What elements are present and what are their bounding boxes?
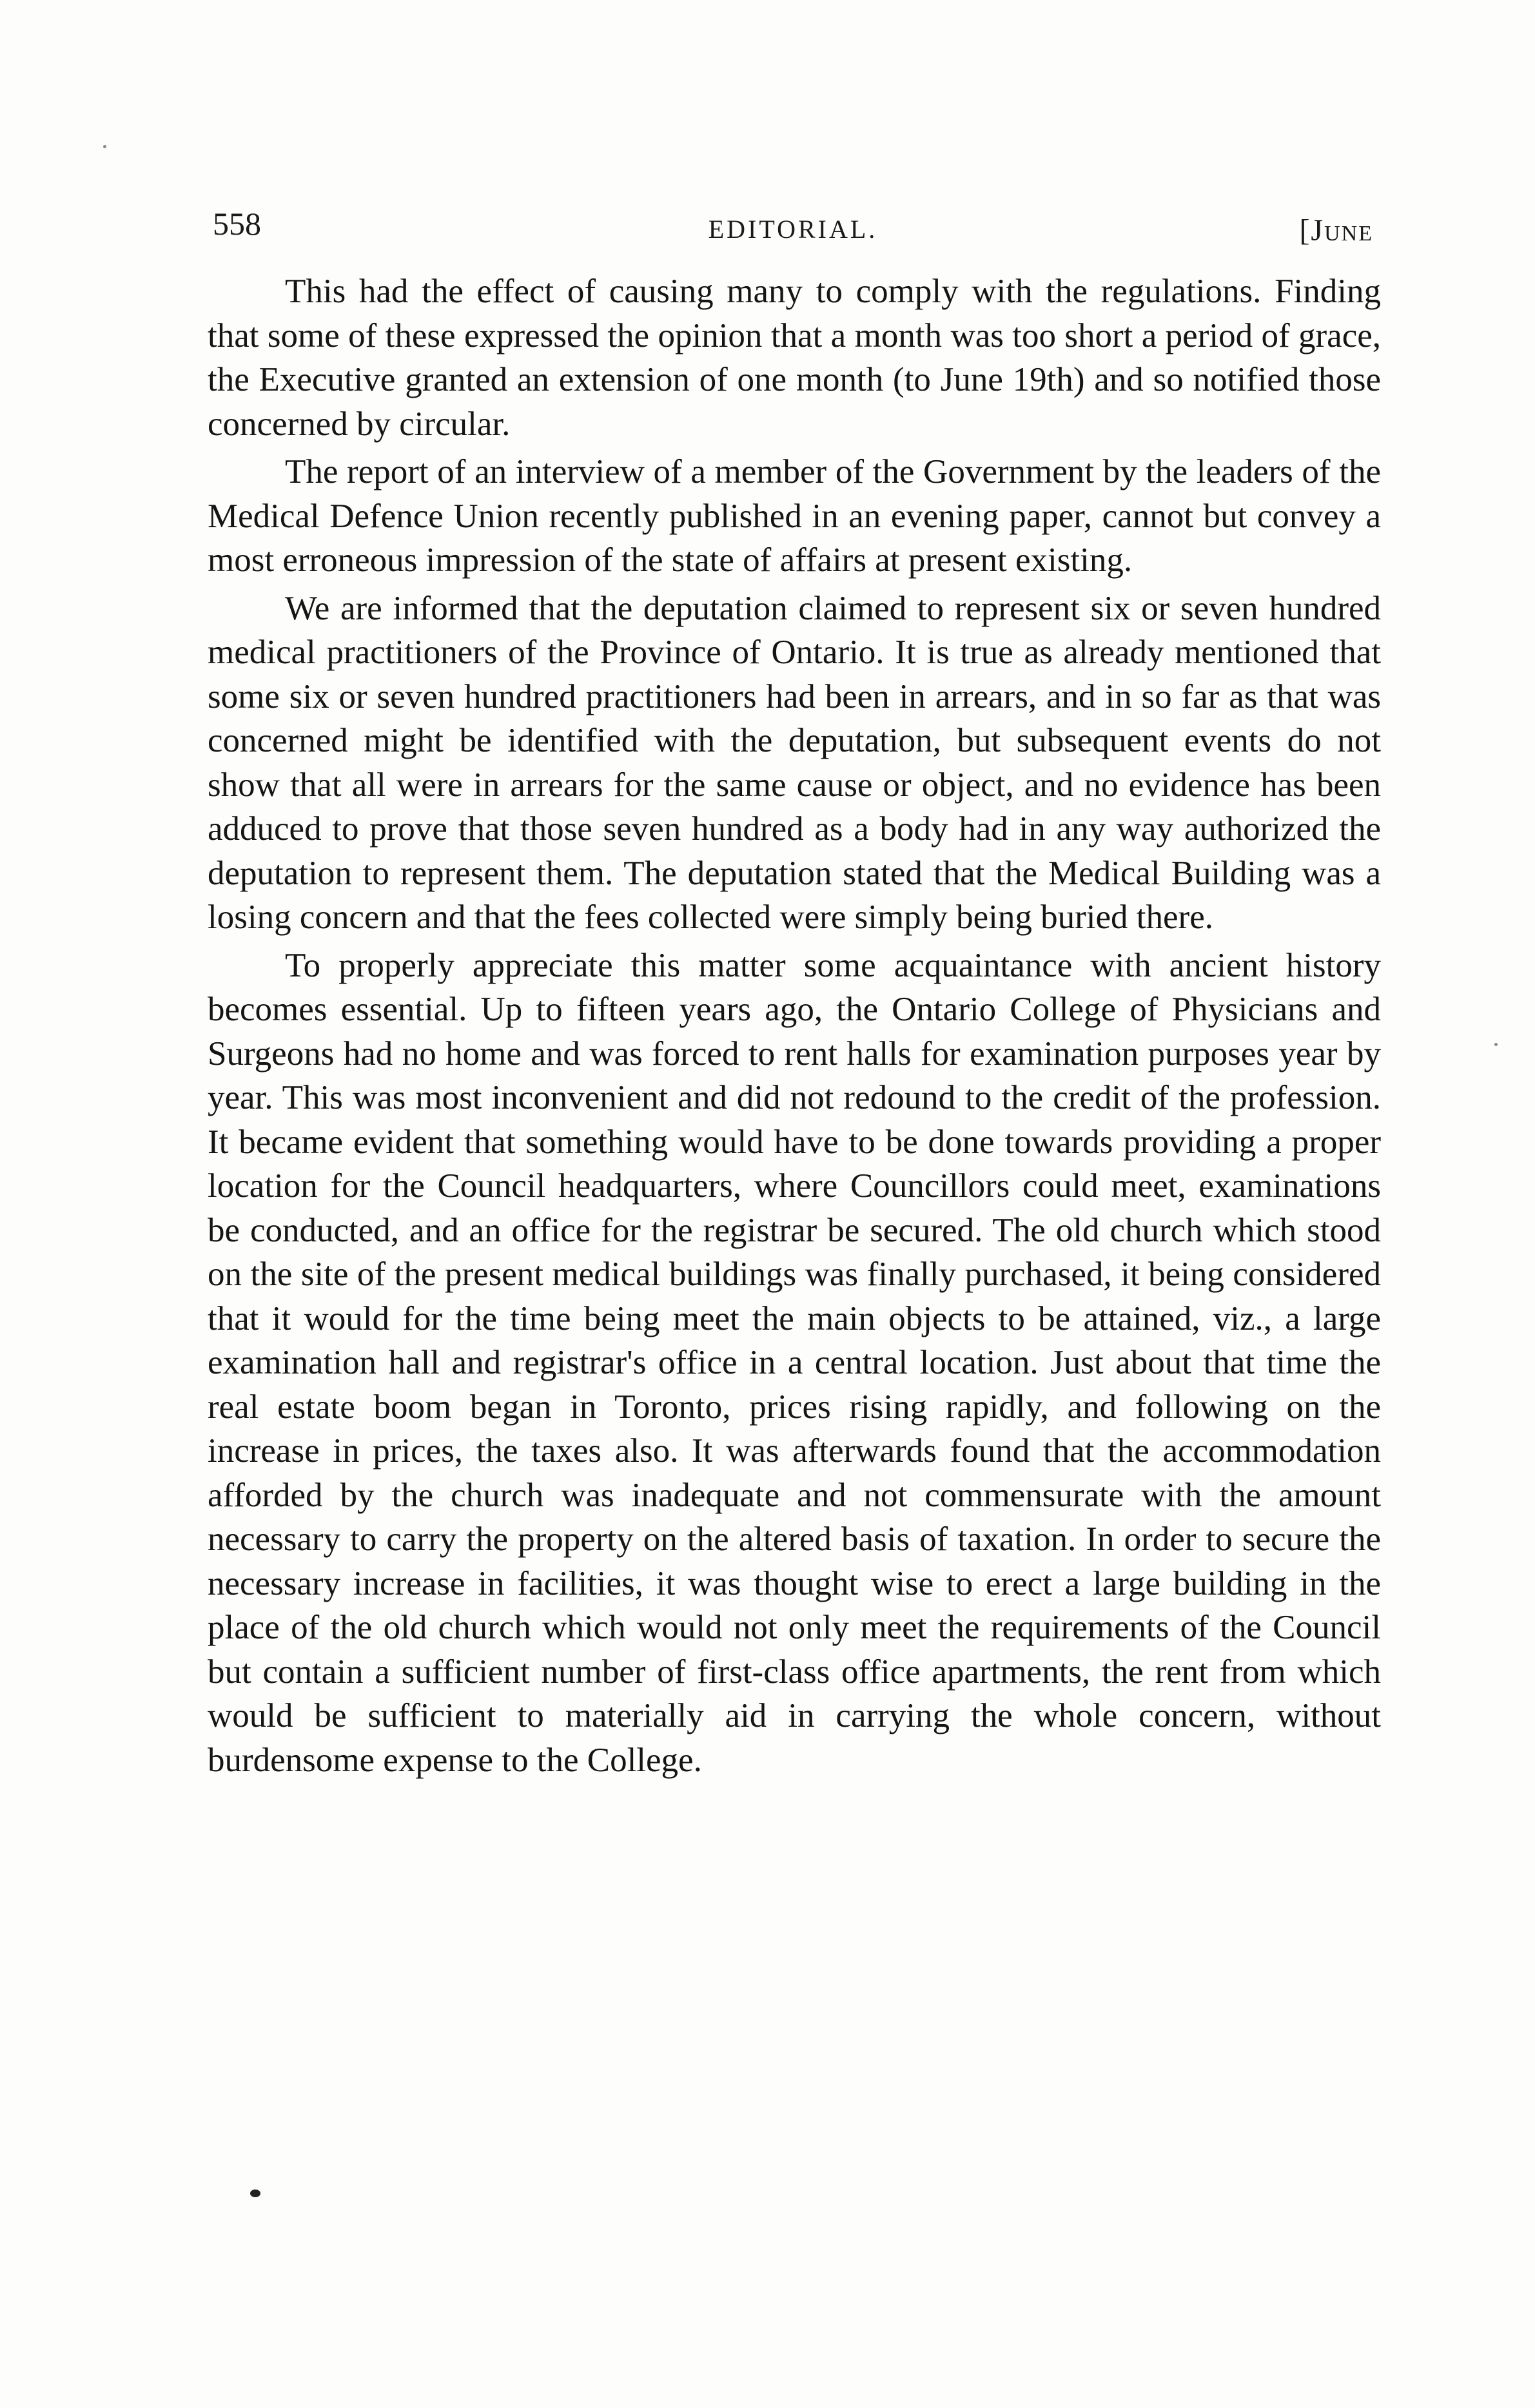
running-month-rest: une: [1324, 213, 1373, 248]
paragraph-interview-report: The report of an interview of a member of the Government by the leaders of the Medical Defence Union recently published in an evening paper, cannot but convey a most erroneous impression of the state of affairs at present existing.: [208, 453, 1381, 579]
running-month: [1299, 213, 1373, 248]
page-number: 558: [213, 206, 261, 242]
ink-speck: [1494, 1043, 1498, 1046]
article-body: [208, 269, 1381, 1782]
paragraph-history: To properly appreciate this matter some acquaintance with ancient history becomes essential. Up to fifteen years ago, the Ontario College of Physicians and Surgeons had no home and was forced to rent halls for examination purposes year by year. This was most inconvenient and did not redound to the credit of the profession. It became evident that something would have to be done towards providing a proper location for the Council headquarters, where Councillors could meet, examinations be conducted, and an office for the registrar be secured. The old church which stood on the site of the present medical buildings was finally purchased, it being considered that it would for the time being meet the main objects to be attained, viz., a large examination hall and registrar's office in a central location. Just about that time the real estate boom began in Toronto, prices rising rapidly, and following on the increase in prices, the taxes also. It was afterwards found that the accommodation afforded by the church was inadequate and not commensurate with the amount necessary to carry the property on the altered basis of taxation. In order to secure the necessary increase in facilities, it was thought wise to erect a large building in the place of the old church which would not only meet the requirements of the Council but contain a sufficient number of first-class office apartments, the rent from which would be sufficient to materially aid in carrying the whole concern, without burdensome expense to the College.: [208, 946, 1381, 1779]
running-month-bracket: [: [1299, 213, 1311, 248]
ink-speck: [103, 145, 106, 148]
paragraph-deputation: We are informed that the deputation claimed to represent six or seven hundred medical practitioners of the Province of Ontario. It is true as already mentioned that some six or seven hundred practitioners had been in arrears, and in so far as that was concerned might be identified with the deputation, but subsequent events do not show that all were in arrears for the same cause or object, and no evidence has been adduced to prove that those seven hundred as a body had in any way authorized the deputation to represent them. The deputation stated that the Medical Building was a losing concern and that the fees collected were simply being buried there.: [208, 589, 1381, 936]
ink-speck: [250, 2190, 260, 2197]
running-header: [213, 205, 1373, 257]
paragraph-regulations: This had the effect of causing many to comply with the regulations. Finding that some of these expressed the opinion that a month was too short a period of grace, the Executive granted an extension of one month (to June 19th) and so notified those concerned by circular.: [208, 273, 1381, 443]
running-title: EDITORIAL.: [708, 215, 878, 244]
running-month-initial: J: [1311, 213, 1325, 248]
